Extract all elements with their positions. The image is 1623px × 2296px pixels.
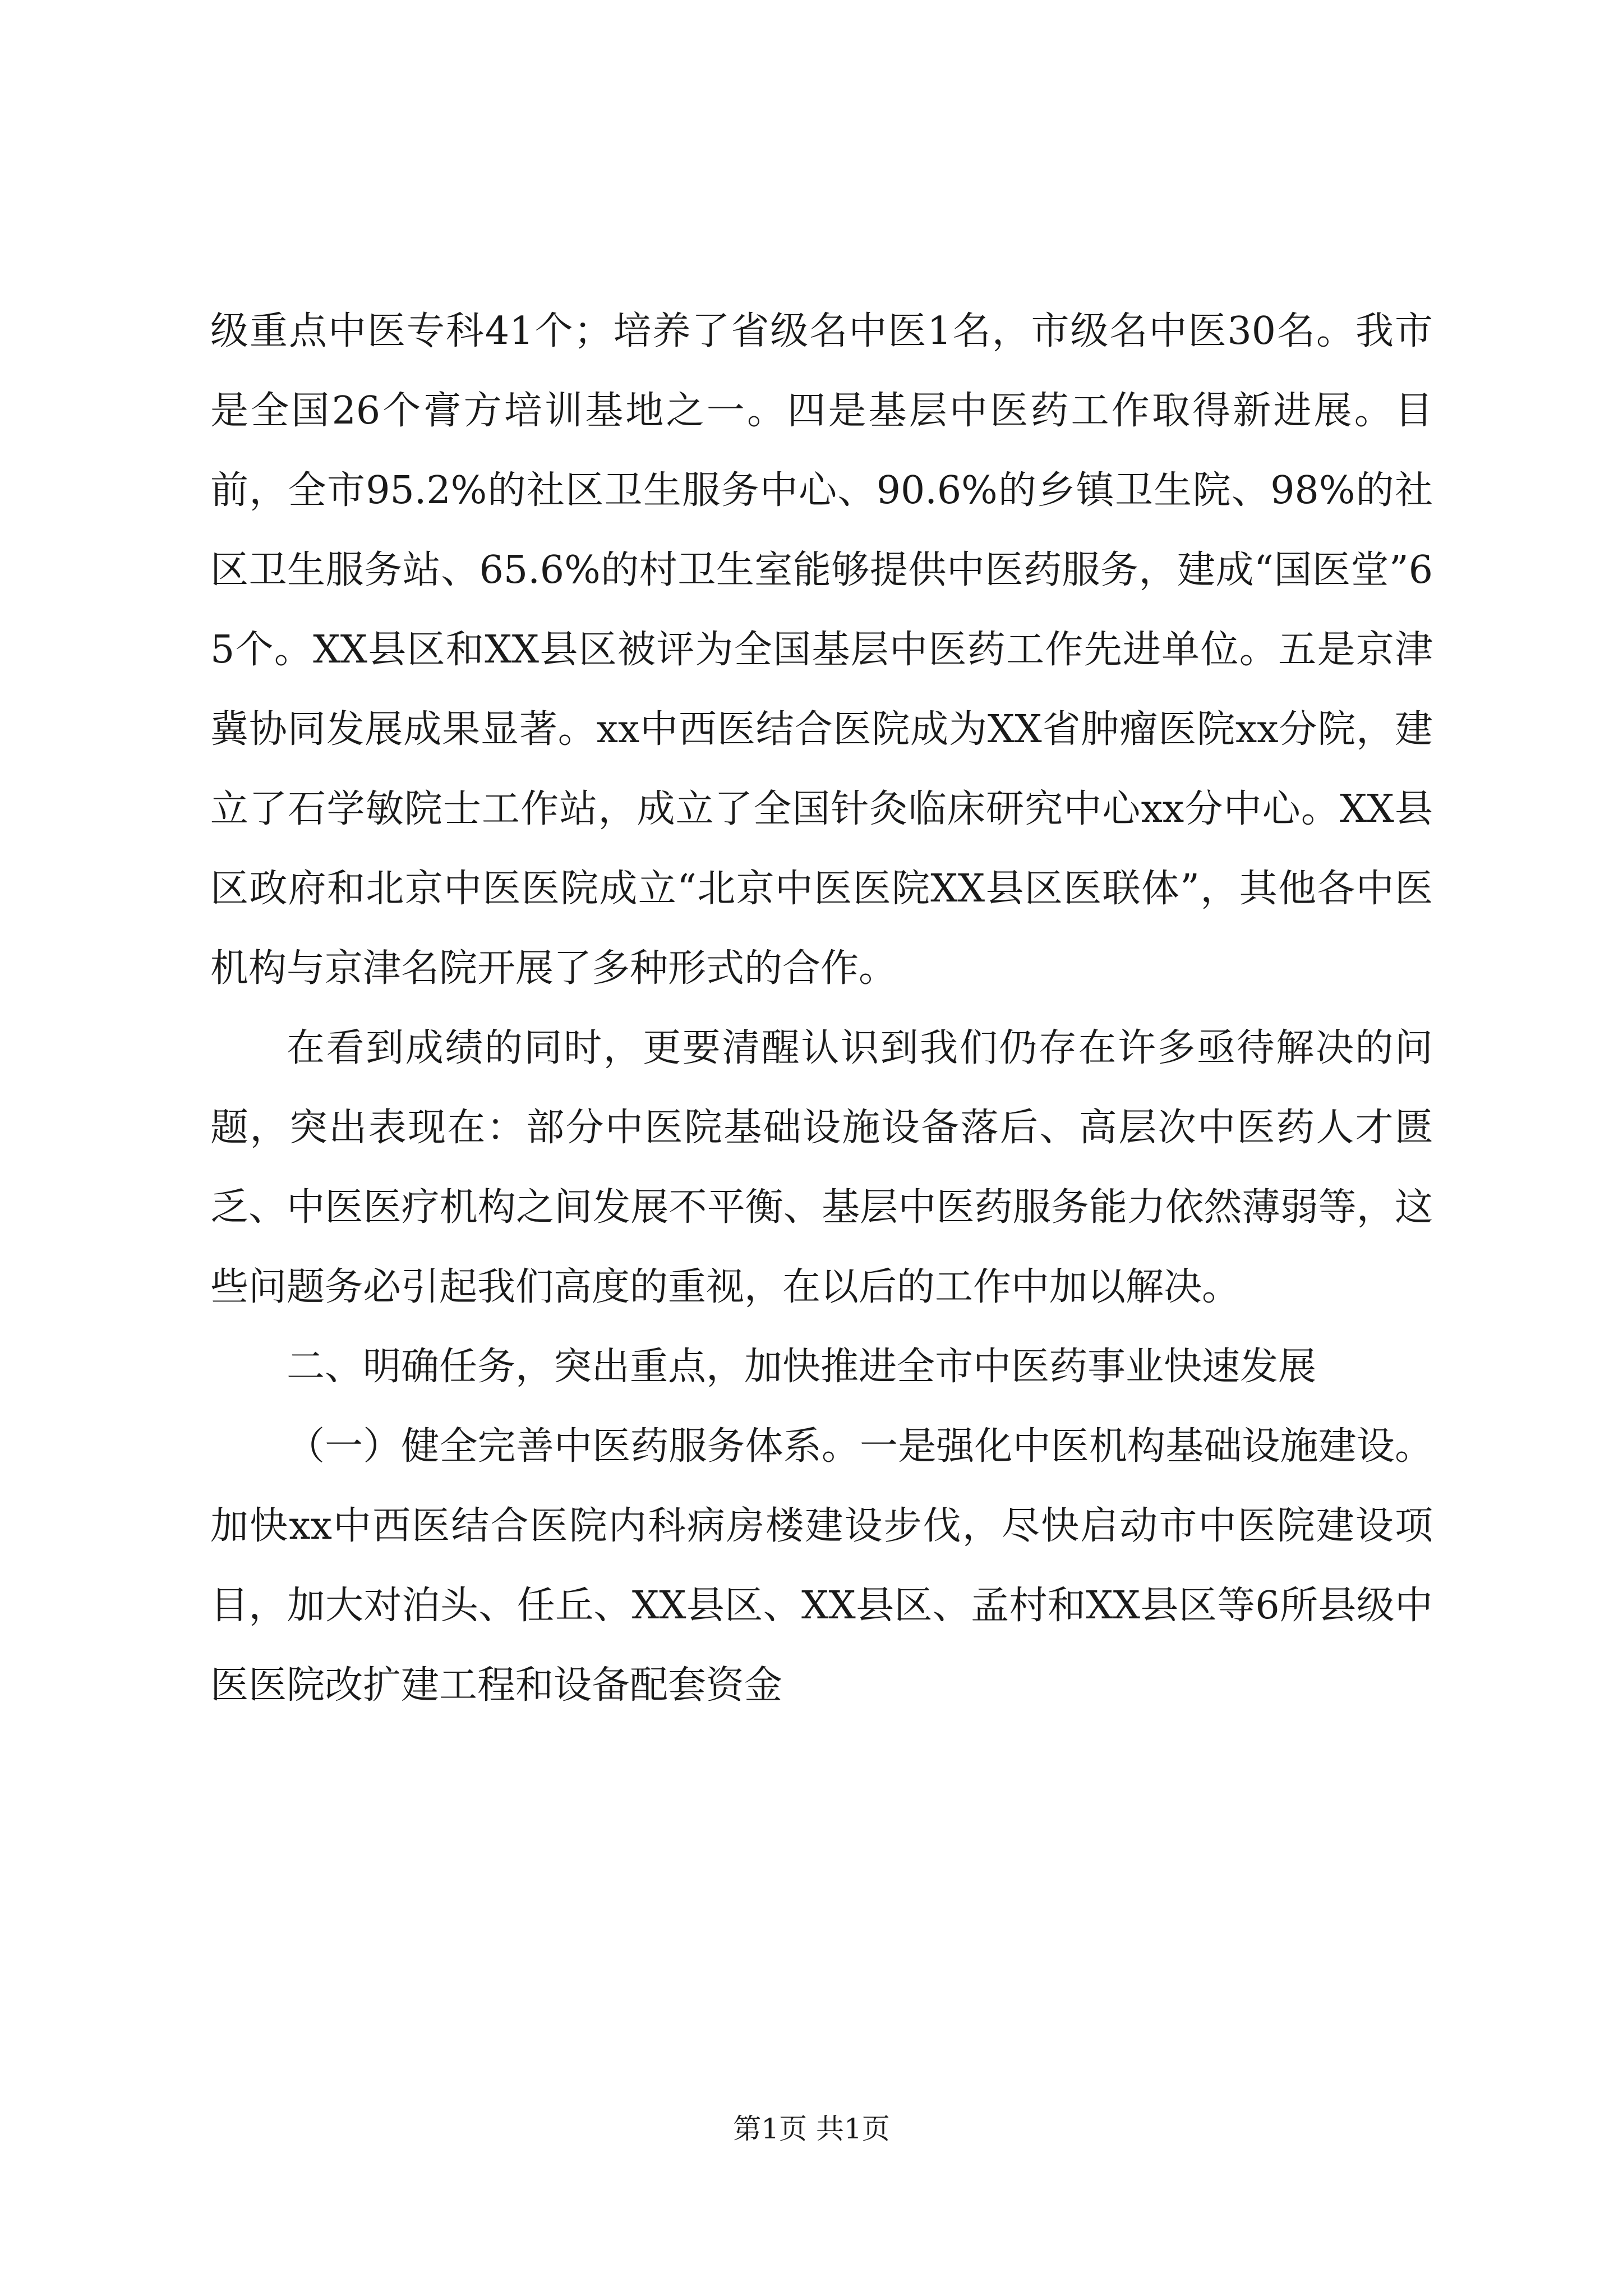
page-footer: 第1页 共1页 — [733, 2113, 890, 2145]
paragraph-achievements: 级重点中医专科41个；培养了省级名中医1名，市级名中医30名。我市是全国26个膏方培训基地之一。四是基层中医药工作取得新进展。目前，全市95.2%的社区卫生服务中心、90.6%的乡镇卫生院、98%的社区卫生服务站、65.6%的村卫生室能够提供中医药服务，建成“国医堂”65个。XX县区和XX县区被评为全国基层中医药工作先进单位。五是京津冀协同发展成果显著。xx中西医结合医院成为XX省肿瘤医院xx分院，建立了石学敏院士工作站，成立了全国针灸临床研究中心xx分中心。XX县区政府和北京中医医院成立“北京中医医院XX县区医联体”，其他各中医机构与京津名院开展了多种形式的合作。 — [210, 309, 1433, 991]
paragraph-service-system: （一）健全完善中医药服务体系。一是强化中医机构基础设施建设。加快xx中西医结合医院内科病房楼建设步伐，尽快启动市中医院建设项目，加大对泊头、任丘、XX县区、XX县区、孟村和XX县区等6所县级中医医院改扩建工程和设备配套资金 — [210, 1424, 1433, 1708]
paragraph-problems: 在看到成绩的同时，更要清醒认识到我们仍存在许多亟待解决的问题，突出表现在：部分中医院基础设施设备落后、高层次中医药人才匮乏、中医医疗机构之间发展不平衡、基层中医药服务能力依然薄弱等，这些问题务必引起我们高度的重视，在以后的工作中加以解决。 — [210, 1026, 1433, 1309]
document-body — [210, 292, 1433, 1726]
section-heading-tasks: 二、明确任务，突出重点，加快推进全市中医药事业快速发展 — [287, 1345, 1317, 1389]
